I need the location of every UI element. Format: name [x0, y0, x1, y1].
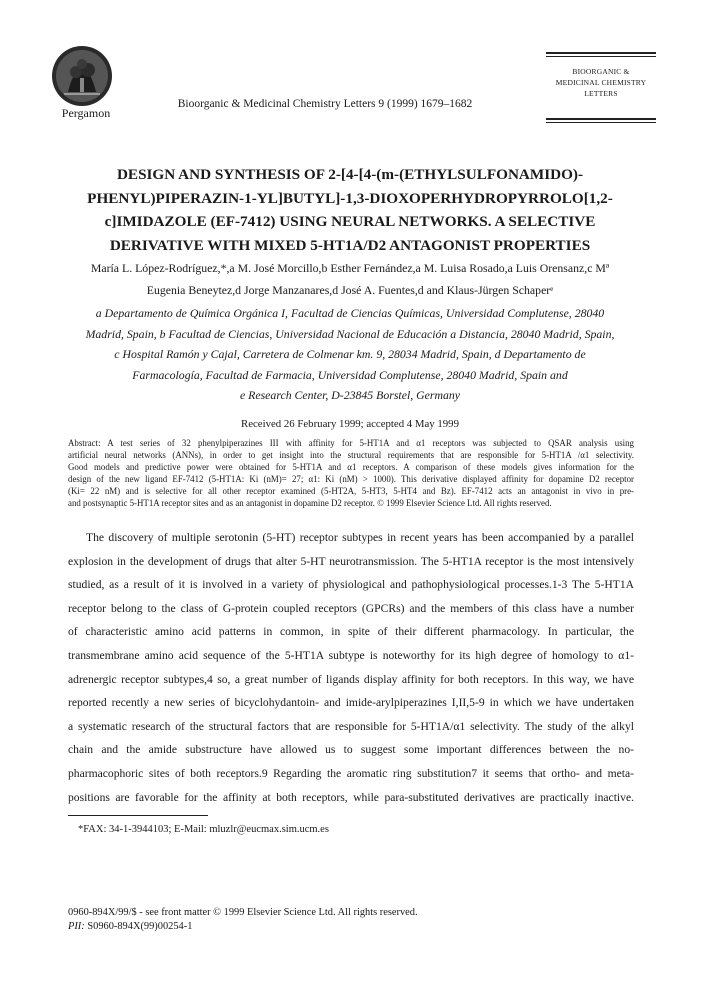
abstract-line: and postsynaptic 5-HT1A receptor sites and as an antagonist in dopamine D2 receptor. © 1999 Elsevier Science Ltd. All rights reserved.: [68, 498, 552, 509]
body-line: receptor belong to the class of G-protein coupled receptors (GPCRs) and the members of this class have a number: [68, 601, 634, 615]
received-dates: Received 26 February 1999; accepted 4 May 1999: [241, 418, 459, 430]
pii-value: S0960-894X(99)00254-1: [87, 920, 193, 932]
affiliation-line: Madrid, Spain, b Facultad de Ciencias, Universidad Nacional de Educación a Distancia, 28040 Madrid, Spain,: [85, 326, 615, 341]
paper-title: [60, 163, 640, 257]
footnote-rule: [68, 815, 208, 816]
title-line: DESIGN AND SYNTHESIS OF 2-[4-[4-(m-(ETHYLSULFONAMIDO)-: [116, 166, 584, 183]
copyright-line: 0960-894X/99/$ - see front matter © 1999 Elsevier Science Ltd. All rights reserved.: [68, 907, 418, 918]
affiliations: [60, 303, 640, 406]
body-line: pharmacophoric sites of both receptors.9 Regarding the aromatic ring substitution7 it seems that ortho- and meta-: [68, 766, 634, 780]
body-line: a systematic research of the structural factors that are responsible for 5-HT1A/α1 selectivity. The study of the alkyl: [68, 719, 634, 733]
elsevier-tree-logo-icon: [50, 44, 114, 108]
affiliation-line: c Hospital Ramón y Cajal, Carretera de Colmenar km. 9, 28034 Madrid, Spain, d Departamento de: [114, 347, 586, 361]
front-matter: [68, 906, 568, 933]
journal-name-line: BIOORGANIC &: [572, 67, 630, 76]
body-line: reported recently a new series of bicyclohydantoin- and imide-arylpiperazines I,II,5-9 in which we have undertaken: [68, 696, 634, 710]
body-line: of characteristic amino acid patterns in common, in spite of their different pharmacology. In particular, the: [68, 625, 634, 639]
abstract-line: artificial neural networks (ANNs), in order to get insight into the structural requirements that are responsible for 5-HT1A /α1 selectivity.: [68, 450, 634, 461]
corresponding-author-footnote: *FAX: 34-1-3944103; E-Mail: mluzlr@eucmax.sim.ucm.es: [78, 824, 329, 835]
abstract: [68, 437, 634, 510]
body-line: chain and the amide substructure have allowed us to suggest some important differences between the no-: [68, 743, 634, 757]
body-text: [68, 526, 634, 809]
affiliation-line: e Research Center, D-23845 Borstel, Germany: [239, 388, 461, 402]
publisher-name: Pergamon: [61, 106, 111, 120]
pii-label: PII:: [68, 920, 85, 932]
pii-line: [68, 920, 568, 934]
body-line: adrenergic receptor subtypes,4 so, a great number of ligands display affinity for both receptors. In this way, we have: [68, 672, 634, 686]
abstract-line: design of the new ligand EF-7412 (5-HT1A: Ki (nM)= 27; α1: Ki (nM) > 1000). This derivative displayed affinity for dopamine D2 receptor: [68, 474, 634, 485]
journal-citation: Bioorganic & Medicinal Chemistry Letters 9 (1999) 1679–1682: [177, 98, 473, 110]
abstract-line: Good models and predictive power were obtained for 5-HT1A and α1 receptors. A comparison of these models gives information for the: [68, 462, 634, 473]
abstract-line: Abstract: A test series of 32 phenylpiperazines III with affinity for 5-HT1A and α1 receptors was subjected to QSAR analysis using: [68, 438, 634, 448]
author-line: Eugenia Beneytez,d Jorge Manzanares,d José A. Fuentes,d and Klaus-Jürgen Schaperᵉ: [146, 283, 554, 297]
body-line: transmembrane amino acid sequence of the 5-HT1A subtype is noteworthy for its high degree of homology to α1-: [68, 648, 634, 662]
body-line: positions are favorable for the affinity at both receptors, while para-substituted derivatives are practically inactive.: [68, 790, 634, 804]
journal-masthead: [546, 66, 656, 99]
affiliation-line: Farmacología, Facultad de Farmacia, Universidad Complutense, 28040 Madrid, Spain and: [132, 367, 568, 382]
author-list: [60, 257, 640, 301]
masthead-rule-top: [546, 52, 656, 54]
title-line: PHENYL)PIPERAZIN-1-YL]BUTYL]-1,3-DIOXOPERHYDROPYRROLO[1,2-: [87, 189, 613, 207]
abstract-line: (Ki= 22 nM) and is selective for all other receptor examined (5-HT2A, 5-HT3, 5-HT4 and Bz). EF-7412 acts an antagonist in vivo in pre-: [68, 486, 634, 497]
journal-name-line: LETTERS: [584, 89, 618, 98]
title-line: DERIVATIVE WITH MIXED 5-HT1A/D2 ANTAGONIST PROPERTIES: [109, 236, 591, 254]
body-line: studied, as a result of it is involved in a variety of physiological and pathophysiological processes.1-3 The 5-HT1A: [68, 578, 634, 592]
body-line: The discovery of multiple serotonin (5-HT) receptor subtypes in recent years has been accompanied by a parallel: [86, 531, 634, 544]
masthead-rule-bottom-thin: [546, 122, 656, 123]
title-line: c]IMIDAZOLE (EF-7412) USING NEURAL NETWORKS. A SELECTIVE: [104, 213, 596, 230]
masthead-rule-top-thin: [546, 56, 656, 57]
masthead-rule-bottom: [546, 118, 656, 120]
affiliation-line: a Departamento de Química Orgánica I, Facultad de Ciencias Químicas, Universidad Complutense, 28040: [95, 306, 605, 320]
body-line: explosion in the development of drugs that alter 5-HT neurotransmission. The 5-HT1A receptor is the most intensively: [68, 554, 634, 568]
journal-name-line: MEDICINAL CHEMISTRY: [555, 78, 647, 87]
author-line: María L. López-Rodríguez,*,a M. José Morcillo,b Esther Fernández,a M. Luisa Rosado,a Luis Orensanz,c Mª: [90, 261, 610, 275]
